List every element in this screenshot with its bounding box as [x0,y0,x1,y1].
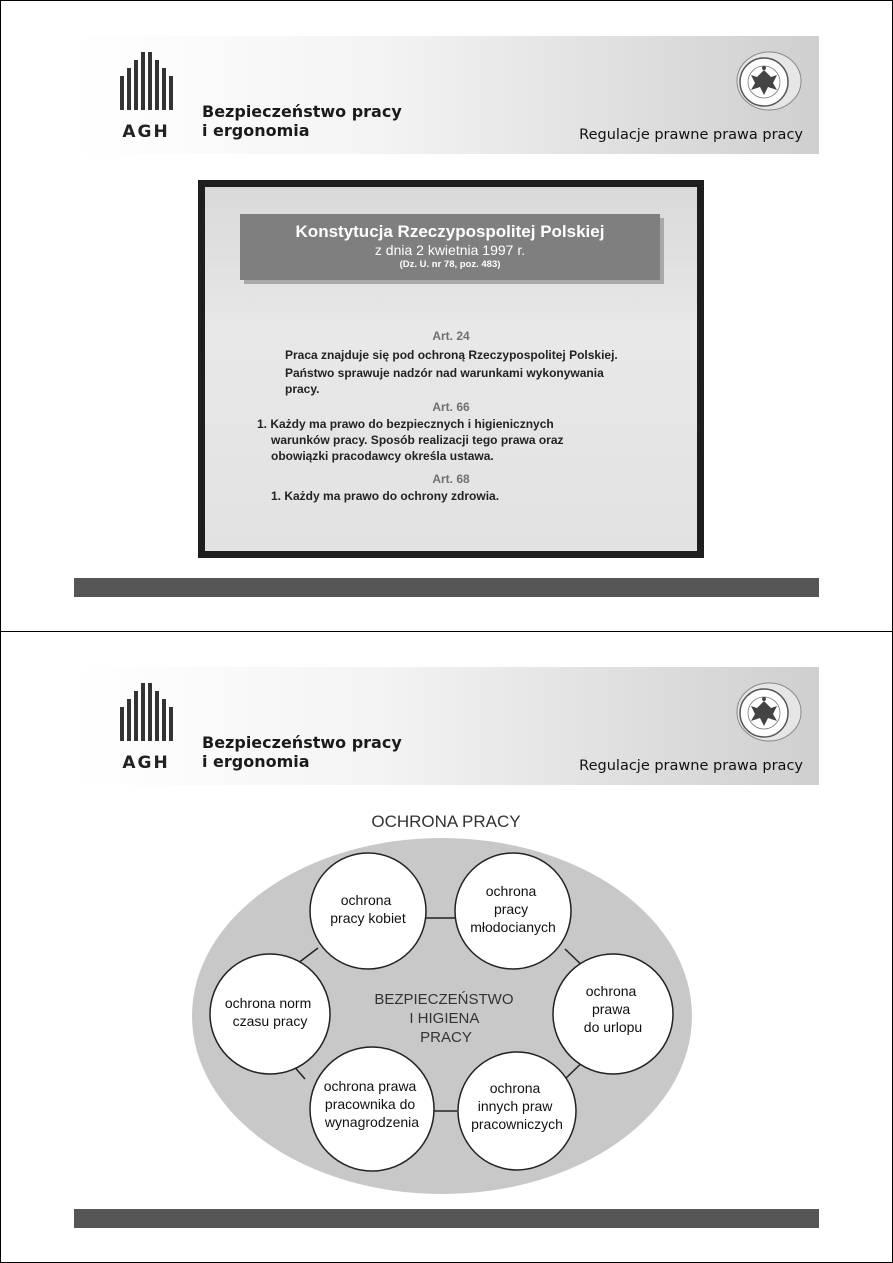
constitution-date: z dnia 2 kwietnia 1997 r. [374,242,526,258]
node-inne [458,1052,576,1170]
constitution-reference: (Dz. U. nr 78, poz. 483) [399,259,501,270]
agh-logo-text: AGH [122,122,170,142]
agh-logo-text: AGH [122,753,170,773]
node-kobiet-line2: pracy kobiet [330,910,406,926]
node-mlodocianych-line2: pracy [493,901,529,917]
slide-footer-bar [74,578,819,597]
agh-logo [116,50,176,140]
node-wynagrodzenia-line3: wynagrodzenia [324,1114,420,1130]
course-title-line1: Bezpieczeństwo pracy [202,733,402,752]
article-24-line1: Praca znajduje się pod ochroną Rzeczypospolitej Polskiej. [285,348,618,362]
article-66-line2: warunków pracy. Sposób realizacji tego prawa oraz [271,433,564,447]
node-urlopu-line1: ochrona [585,983,637,999]
article-66-line1: 1. Każdy ma prawo do bezpiecznych i higienicznych [257,417,554,431]
node-urlopu-line3: do urlopu [583,1019,643,1035]
constitution-slide-frame [198,180,704,558]
node-inne-line1: ochrona [489,1080,541,1096]
article-66-heading: Art. 66 [432,400,470,414]
article-68-heading: Art. 68 [432,472,470,486]
diagram-title: OCHRONA PRACY [371,812,521,831]
course-title-line2: i ergonomia [202,121,310,140]
work-protection-diagram [0,631,893,1262]
node-czasu [210,954,330,1074]
node-wynagrodzenia-line1: ochrona prawa [323,1078,417,1094]
section-title: Regulacje prawne prawa pracy [579,127,803,143]
course-title-line1: Bezpieczeństwo pracy [202,102,402,121]
slide-header [76,36,819,154]
agh-logo-icon [116,50,176,118]
node-mlodocianych-line1: ochrona [485,883,537,899]
section-title: Regulacje prawne prawa pracy [579,758,803,774]
center-line1: BEZPIECZEŃSTWO [374,991,514,1008]
course-title [202,102,402,140]
constitution-title-box [240,214,660,280]
article-24-line3: pracy. [285,382,320,396]
university-seal-icon [733,50,803,112]
node-inne-line2: innych praw [477,1098,553,1114]
slide-constitution [0,0,893,631]
node-urlopu-line2: prawa [591,1001,631,1017]
constitution-title: Konstytucja Rzeczypospolitej Polskiej [295,222,605,241]
node-wynagrodzenia [310,1047,434,1171]
article-24-line2: Państwo sprawuje nadzór nad warunkami wykonywania [285,366,604,380]
slide-footer-bar [74,1209,819,1228]
node-czasu-line2: czasu pracy [232,1013,308,1029]
constitution-slide-content [205,187,697,551]
slide-work-protection [0,631,893,1262]
node-mlodocianych-line3: młodocianych [470,919,556,935]
node-kobiet-line1: ochrona [340,892,392,908]
node-inne-line3: pracowniczych [471,1116,563,1132]
svg-text:ochrona prawa pracowni [324,1078,421,1130]
center-line3: PRACY [420,1029,472,1046]
center-line2: I HIGIENA [409,1010,479,1027]
article-24-heading: Art. 24 [432,329,470,343]
article-68-line1: 1. Każdy ma prawo do ochrony zdrowia. [271,489,500,503]
node-czasu-line1: ochrona norm [224,995,312,1011]
svg-text:ochrona prawa [584,983,642,1035]
article-66-line3: obowiązki pracodawcy określa ustawa. [271,449,494,463]
node-wynagrodzenia-line2: pracownika do [324,1096,416,1112]
node-mlodocianych [455,853,571,969]
course-title-line2: i ergonomia [202,752,310,771]
node-urlopu [553,954,673,1074]
node-kobiet [310,853,426,969]
